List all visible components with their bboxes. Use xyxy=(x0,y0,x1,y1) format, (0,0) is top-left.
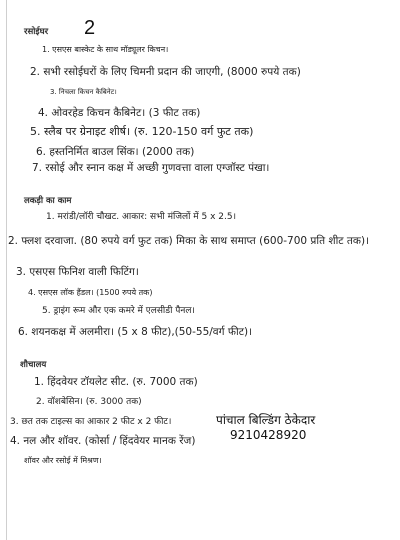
woodwork-item-3: 3. एसएस फिनिश वाली फिटिंग। xyxy=(16,266,139,278)
kitchen-item-5: 5. स्लैब पर ग्रेनाइट शीर्ष। (रु. 120-150 वर्ग फुट तक) xyxy=(30,125,254,138)
kitchen-item-3: 3. निचला किचन कैबिनेट। xyxy=(50,88,117,96)
kitchen-item-6: 6. हस्तनिर्मित बाउल सिंक। (2000 तक) xyxy=(36,146,195,158)
woodwork-item-2: 2. फ्लश दरवाजा. (80 रुपये वर्ग फुट तक) मिका के साथ समाप्त (600-700 प्रति शीट तक)। xyxy=(8,235,370,247)
page-number: 2 xyxy=(84,17,96,39)
woodwork-item-6: 6. शयनकक्ष में अलमीरा। (5 x 8 फीट),(50-55/वर्ग फीट)। xyxy=(18,326,253,338)
woodwork-item-5: 5. ड्राइंग रूम और एक कमरे में एलसीडी पैनल। xyxy=(42,306,195,316)
woodwork-heading: लकड़ी का काम xyxy=(24,196,72,206)
woodwork-item-1: 1. मरांडी/लॉरी चौखट. आकार: सभी मंजिलों में 5 x 2.5। xyxy=(46,212,237,222)
kitchen-item-2: 2. सभी रसोईघरों के लिए चिमनी प्रदान की जाएगी, (8000 रुपये तक) xyxy=(30,66,301,78)
woodwork-item-4: 4. एसएस लॉक हैंडल। (1500 रुपये तक) xyxy=(28,288,153,297)
kitchen-item-7: 7. रसोई और स्नान कक्ष में अच्छी गुणवत्ता वाला एग्जॉस्ट पंखा। xyxy=(32,162,270,174)
toilet-item-1: 1. हिंदवेयर टॉयलेट सीट. (रु. 7000 तक) xyxy=(34,376,198,388)
kitchen-item-1: 1. एसएस बास्केट के साथ मॉड्यूलर किचन। xyxy=(42,45,169,54)
toilet-item-4: 4. नल और शॉवर. (कोर्सा / हिंदवेयर मानक रेंज) xyxy=(10,435,196,447)
toilet-item-3: 3. छत तक टाइल्स का आकार 2 फीट x 2 फीट। xyxy=(10,417,172,427)
contractor-phone: 9210428920 xyxy=(230,428,307,442)
toilet-item-2: 2. वॉशबेसिन। (रु. 3000 तक) xyxy=(36,397,142,407)
kitchen-heading: रसोईघर xyxy=(24,27,49,37)
toilet-heading: शौचालय xyxy=(20,360,47,370)
kitchen-item-4: 4. ओवरहेड किचन कैबिनेट। (3 फीट तक) xyxy=(38,107,201,119)
page-left-border xyxy=(6,0,7,540)
contractor-name: पांचाल बिल्डिंग ठेकेदार xyxy=(216,413,316,427)
toilet-item-5: शॉवर और रसोई में मिश्रण। xyxy=(24,456,102,465)
